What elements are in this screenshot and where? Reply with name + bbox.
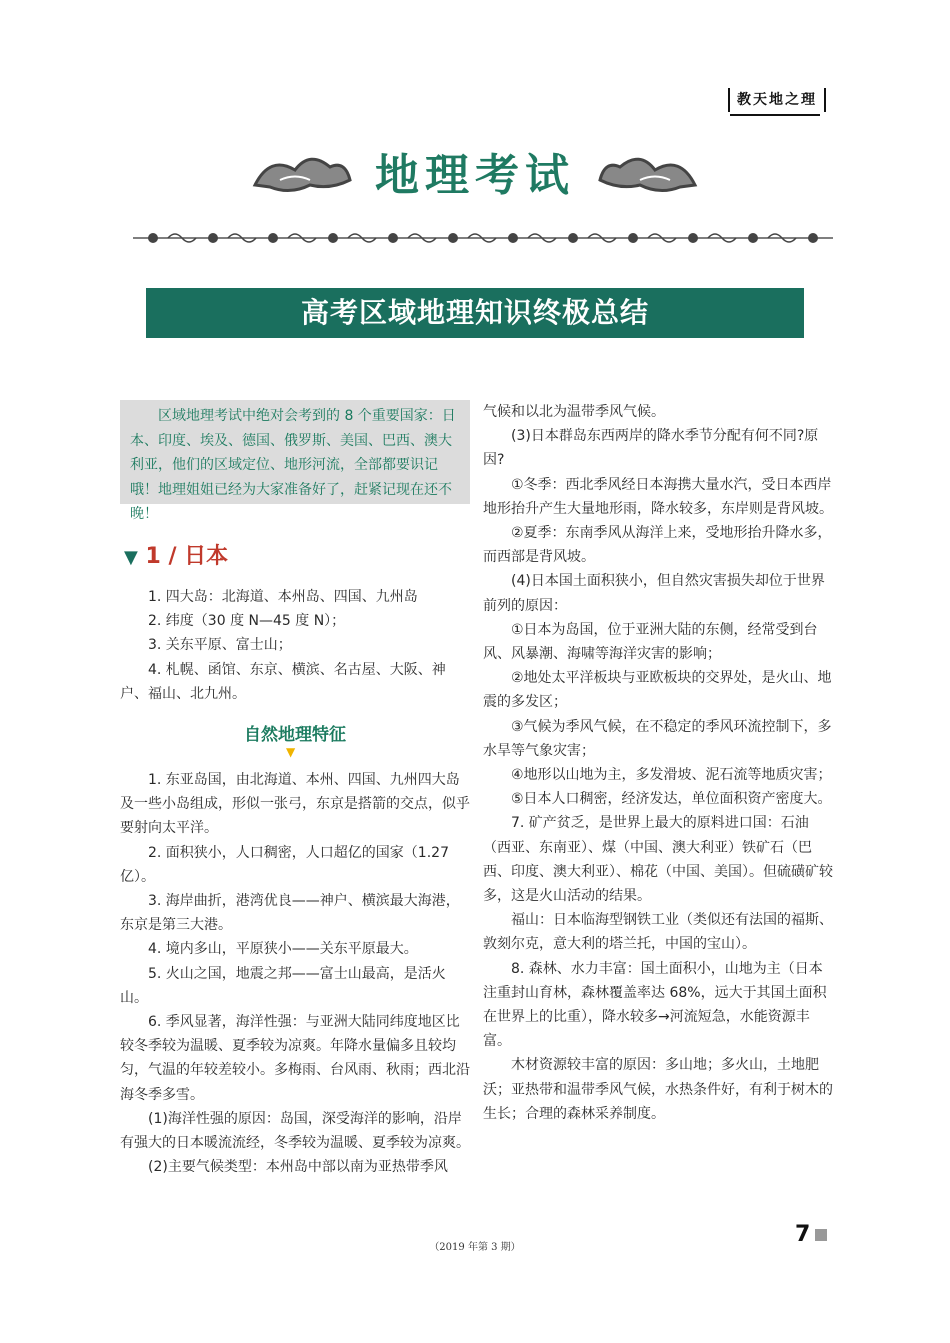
page-number: 7 (795, 1222, 811, 1247)
paragraph: ①冬季：西北季风经日本海携大量水汽，受日本西岸地形抬升产生大量地形雨，降水较多，东岸则是背风坡。 (483, 476, 833, 517)
paragraph: 8. 森林、水力丰富：国土面积小，山地为主（日本注重封山育林，森林覆盖率达 68%，远大于其国土面积在世界上的比重），降水较多→河流短急，水能资源丰富。 (483, 960, 827, 1050)
paragraph: 5. 火山之国，地震之邦——富士山最高，是活火山。 (120, 965, 446, 1006)
paragraph: ①日本为岛国，位于亚洲大陆的东侧，经常受到台风、风暴潮、海啸等海洋灾害的影响； (483, 621, 818, 663)
issue-label: （2019 年第 3 期） (429, 1242, 521, 1253)
subsection-heading: 自然地理特征 (244, 725, 346, 745)
left-cloud-icon (255, 159, 350, 190)
paragraph: 2. 纬度（30 度 N—45 度 N）； (148, 613, 346, 630)
intro-text: 区域地理考试中绝对会考到的 8 个重要国家：日本、印度、埃及、德国、俄罗斯、美国、巴西、澳大利亚，他们的区域定位、地形河流，全部都要识记哦！地理姐姐已经为大家准备好了，赶紧记现在还不晚！ (130, 408, 456, 522)
paragraph: 3. 海岸曲折，港湾优良——神户、横滨最大海港，东京是第三大港。 (120, 893, 460, 934)
paragraph: (4)日本国土面积狭小，但自然灾害损失却位于世界前列的原因： (483, 573, 825, 614)
column-tag: 教天地之理 (728, 88, 826, 112)
paragraph: ③气候为季风气候，在不稳定的季风环流控制下，多水旱等气象灾害； (483, 718, 832, 759)
left-column (120, 585, 470, 1179)
right-column (483, 400, 833, 1126)
paragraph: ⑤日本人口稠密，经济发达，单位面积资产密度大。 (511, 791, 832, 808)
paragraph: 4. 境内多山，平原狭小——关东平原最大。 (148, 941, 418, 958)
paragraph: ②地处太平洋板块与亚欧板块的交界处，是火山、地震的多发区； (483, 670, 832, 711)
paragraph: ④地形以山地为主，多发滑坡、泥石流等地质灾害； (511, 767, 832, 784)
paragraph: (1)海洋性强的原因：岛国，深受海洋的影响，沿岸有强大的日本暖流流经，冬季较为温暖、夏季较为凉爽。 (120, 1110, 470, 1152)
paragraph: ②夏季：东南季风从海洋上来，受地形抬升降水多，而西部是背风坡。 (483, 525, 832, 566)
paragraph: 气候和以北为温带季风气候。 (483, 404, 665, 420)
paragraph: (2)主要气候类型：本州岛中部以南为亚热带季风 (148, 1159, 448, 1176)
right-cloud-icon (600, 159, 695, 190)
paragraph: 4. 札幌、函馆、东京、横滨、名古屋、大阪、神户、福山、北九州。 (120, 661, 446, 702)
paragraph: 木材资源较丰富的原因：多山地；多火山，土地肥沃；亚热带和温带季风气候，水热条件好，有利于树木的生长；合理的森林采养制度。 (483, 1057, 833, 1122)
paragraph: 福山：日本临海型钢铁工业（类似还有法国的福斯、敦刻尔克，意大利的塔兰托，中国的宝山）。 (483, 912, 833, 953)
section-title: 1 / 日本 (145, 544, 229, 569)
paragraph: 6. 季风显著，海洋性强：与亚洲大陆同纬度地区比较冬季较为温暖、夏季较为凉爽。年降水量偏多且较均匀，气温的年较差较小。多梅雨、台风雨、秋雨；西北沿海冬季多雪。 (120, 1014, 470, 1103)
intro-box (120, 400, 470, 522)
ornament-row (133, 228, 833, 248)
paragraph: 7. 矿产贫乏，是世界上最大的原料进口国：石油（西亚、东南亚）、煤（中国、澳大利亚）铁矿石（巴西、印度、澳大利亚）、棉花（中国、美国）。但硫磺矿较多，这是火山活动的结果。 (483, 815, 833, 905)
article-title: 高考区域地理知识终极总结 (300, 296, 649, 329)
paragraph: 3. 关东平原、富士山； (148, 637, 292, 654)
column-tag-rule (730, 114, 820, 116)
triangle-down-icon: ▼ (124, 547, 138, 568)
paragraph: 1. 东亚岛国，由北海道、本州、四国、九州四大岛及一些小岛组成，形似一张弓，东京是搭箭的交点，似乎要射向太平洋。 (120, 772, 470, 837)
paragraph: (3)日本群岛东西两岸的降水季节分配有何不同?原因? (483, 428, 819, 469)
paragraph: 1. 四大岛：北海道、本州岛、四国、九州岛 (148, 589, 418, 605)
triangle-down-icon: ▼ (286, 745, 296, 759)
page-square-icon (815, 1229, 827, 1241)
paragraph: 2. 面积狭小，人口稠密，人口超亿的国家（1.27 亿）。 (120, 844, 449, 885)
section-heading (124, 542, 228, 573)
banner-title: 地理考试 (375, 150, 575, 201)
